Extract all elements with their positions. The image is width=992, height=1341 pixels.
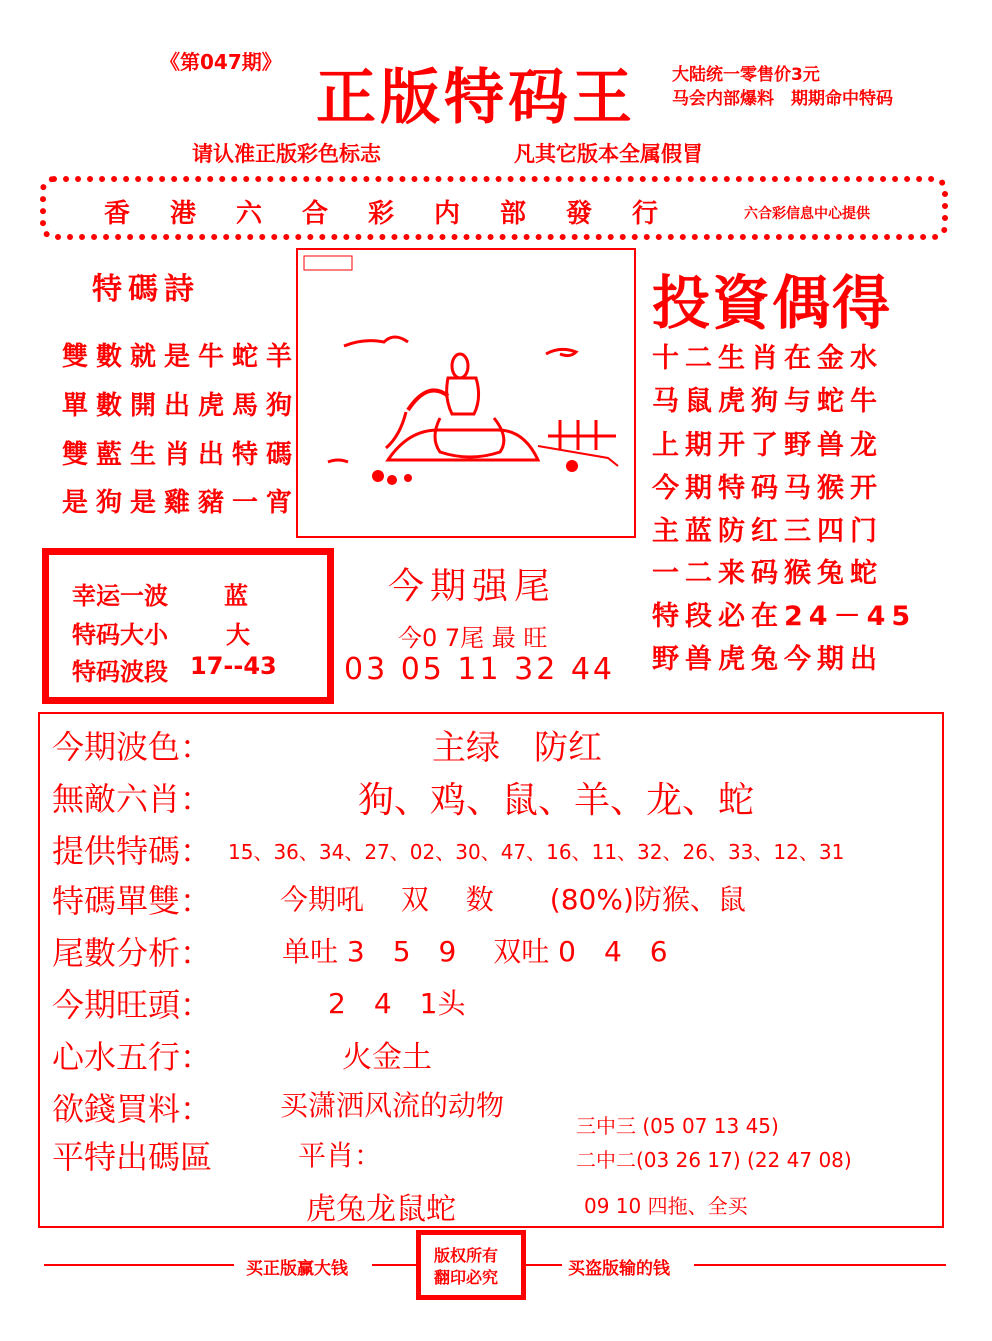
value-special-numbers: 15、36、34、27、02、30、47、16、11、32、26、33、12、31 xyxy=(228,840,845,864)
footer-left-text: 买正版赢大钱 xyxy=(246,1259,348,1279)
invest-line-5: 主蓝防红三四门 xyxy=(652,516,883,547)
label-flat-zone: 平特出碼區 xyxy=(52,1138,213,1176)
label-wave-color: 今期波色： xyxy=(52,728,213,766)
page-title: 正版特码王 xyxy=(316,63,636,133)
copyright-line-2: 翻印必究 xyxy=(434,1268,499,1287)
invest-line-8: 野兽虎兔今期出 xyxy=(652,644,883,675)
invest-line-3: 上期开了野兽龙 xyxy=(652,430,883,461)
notice-left: 请认准正版彩色标志 xyxy=(192,142,381,166)
value-six-zodiac: 狗、鸡、鼠、羊、龙、蛇 xyxy=(358,780,755,821)
label-five-elements: 心水五行： xyxy=(52,1038,213,1076)
tagline: 马会内部爆料 期期命中特码 xyxy=(672,89,893,109)
tail-numbers: 03 05 11 32 44 xyxy=(344,652,616,687)
label-head: 今期旺頭： xyxy=(52,986,213,1024)
poem-line-3: 雙藍生肖出特碼 xyxy=(62,440,301,470)
lucky-label-3: 特码波段 xyxy=(72,658,168,686)
label-tail-analysis: 尾數分析： xyxy=(52,934,213,972)
banner-side: 六合彩信息中心提供 xyxy=(744,206,870,222)
invest-line-1: 十二生肖在金水 xyxy=(652,343,883,374)
value-five-elements: 火金土 xyxy=(342,1040,432,1075)
illustration-frame xyxy=(296,248,636,538)
copyright-line-1: 版权所有 xyxy=(434,1246,499,1265)
banner-main: 香港六合彩内部發行 xyxy=(104,199,699,229)
lucky-value-2: 大 xyxy=(226,621,250,649)
value-odd-even: 今期吼 双 数 (80%)防猴、鼠 xyxy=(280,883,746,916)
poem-line-2: 單數開出虎馬狗 xyxy=(62,391,301,421)
label-buy-tip: 欲錢買料： xyxy=(52,1090,213,1128)
notice-right: 凡其它版本全属假冒 xyxy=(514,142,703,166)
footer-line-left xyxy=(44,1264,234,1266)
poem-line-1: 雙數就是牛蛇羊 xyxy=(62,342,301,372)
lucky-label-1: 幸运一波 xyxy=(72,582,168,610)
invest-line-2: 马鼠虎狗与蛇牛 xyxy=(652,386,883,417)
invest-line-7: 特段必在24－45 xyxy=(652,601,917,632)
label-six-zodiac: 無敵六肖： xyxy=(52,780,213,818)
fisherman-illustration xyxy=(298,250,634,536)
lucky-value-3: 17--43 xyxy=(190,652,277,680)
lucky-value-1: 蓝 xyxy=(224,582,248,610)
footer-right-text: 买盗版输的钱 xyxy=(568,1259,670,1279)
footer-line-mid-left xyxy=(372,1264,416,1266)
combo-drag: 09 10 四拖、全买 xyxy=(584,1194,748,1218)
price-line: 大陆统一零售价3元 xyxy=(672,65,820,85)
poem-line-4: 是狗是雞豬一宵 xyxy=(62,488,301,518)
tail-subtitle: 今0 7尾 最 旺 xyxy=(398,624,548,652)
poem-title: 特碼詩 xyxy=(92,272,200,307)
value-tail-analysis: 单吐 3 5 9 双吐 0 4 6 xyxy=(282,935,668,968)
flat-zodiac-list: 虎兔龙鼠蛇 xyxy=(306,1192,456,1227)
invest-title: 投資偶得 xyxy=(652,269,893,337)
invest-line-4: 今期特码马猴开 xyxy=(652,473,883,504)
label-odd-even: 特碼單雙： xyxy=(52,882,213,920)
combo-two: 二中二(03 26 17) (22 47 08) xyxy=(576,1148,852,1172)
footer-line-mid-right xyxy=(526,1264,562,1266)
lucky-label-2: 特码大小 xyxy=(72,621,168,649)
value-buy-tip: 买潇洒风流的动物 xyxy=(280,1089,505,1122)
value-wave-color: 主绿 防红 xyxy=(432,728,602,768)
label-special-numbers: 提供特碼： xyxy=(52,832,213,870)
value-head: 2 4 1头 xyxy=(328,987,466,1020)
value-flat-zodiac-label: 平肖： xyxy=(298,1139,383,1172)
combo-three: 三中三 (05 07 13 45) xyxy=(576,1114,779,1138)
tail-title: 今期强尾 xyxy=(388,566,557,607)
footer-line-right xyxy=(694,1264,946,1266)
issue-number: 《第047期》 xyxy=(160,50,282,74)
invest-line-6: 一二来码猴兔蛇 xyxy=(652,558,883,589)
